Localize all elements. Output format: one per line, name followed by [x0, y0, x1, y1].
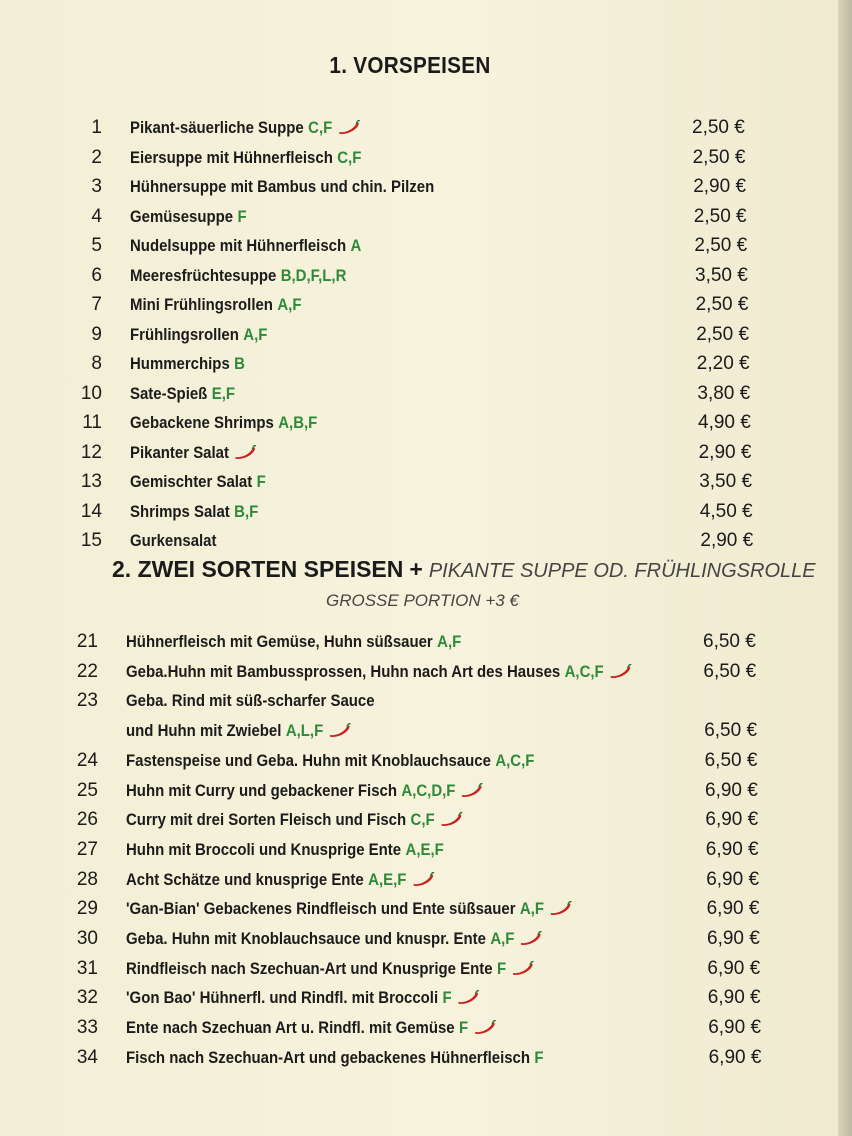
item-price: 6,50 €	[704, 749, 758, 771]
item-price: 6,90 €	[705, 838, 759, 860]
menu-item	[0, 1014, 820, 1042]
item-name	[130, 236, 361, 256]
item-name	[126, 751, 534, 771]
menu-item	[0, 836, 820, 864]
chili-pepper-icon	[473, 1019, 496, 1033]
item-name-text: Gemischter Salat	[130, 472, 253, 491]
item-price: 6,90 €	[706, 868, 760, 890]
item-name	[130, 325, 267, 345]
item-number: 21	[76, 631, 98, 652]
allergen-codes: F	[459, 1018, 469, 1038]
menu-item	[0, 527, 820, 555]
item-price: 6,90 €	[707, 987, 761, 1009]
item-name	[126, 929, 543, 949]
menu-item	[0, 747, 820, 775]
item-price: 2,50 €	[692, 117, 745, 138]
item-number: 28	[76, 868, 98, 890]
item-name-text: Hummerchips	[130, 354, 230, 373]
menu-item	[0, 955, 820, 983]
item-name	[126, 840, 444, 860]
menu-item	[0, 1044, 820, 1072]
menu-item	[0, 380, 820, 408]
allergen-codes: A,E,F	[405, 839, 444, 859]
item-number: 29	[76, 898, 98, 920]
item-name-text: Fastenspeise und Geba. Huhn mit Knoblauchsauce	[126, 750, 491, 770]
menu-item	[0, 806, 820, 834]
allergen-codes: F	[442, 988, 452, 1008]
menu-item	[0, 409, 820, 437]
allergen-codes: E,F	[211, 383, 235, 403]
item-name-text: 'Gan-Bian' Gebackenes Rindfleisch und Ente süßsauer	[126, 899, 516, 919]
section2-title: 2. ZWEI SORTEN SPEISEN	[112, 556, 404, 582]
item-name	[126, 781, 484, 801]
menu-item	[0, 291, 820, 319]
item-price: 6,50 €	[703, 631, 756, 652]
item-name	[130, 295, 301, 315]
chili-pepper-icon	[461, 782, 484, 796]
allergen-codes: F	[496, 958, 507, 978]
item-number: 1	[91, 117, 102, 138]
item-number: 23	[76, 690, 98, 712]
menu-item	[0, 687, 820, 715]
item-name-text: 'Gon Bao' Hühnerfl. und Rindfl. mit Broccoli	[126, 988, 439, 1008]
section-title-vorspeisen: 1. VORSPEISEN	[329, 52, 491, 78]
menu-item	[0, 866, 820, 894]
menu-item	[0, 114, 820, 142]
item-name-text: Ente nach Szechuan Art u. Rindfl. mit Gemüse	[126, 1018, 455, 1038]
item-name	[126, 870, 435, 890]
item-name-text: Hühnerfleisch mit Gemüse, Huhn süßsauer	[126, 632, 433, 651]
allergen-codes: A,F	[243, 324, 268, 344]
chili-pepper-icon	[328, 722, 351, 736]
item-name	[126, 662, 632, 682]
item-name	[126, 810, 463, 830]
allergen-codes: F	[237, 206, 247, 226]
chili-pepper-icon	[234, 444, 257, 458]
item-price: 2,90 €	[693, 176, 747, 197]
item-name-text: Gebackene Shrimps	[130, 413, 274, 432]
allergen-codes: A,F	[277, 295, 302, 314]
item-number: 5	[91, 235, 102, 256]
item-name-text: Gemüsesuppe	[130, 206, 234, 226]
allergen-codes: C,F	[308, 118, 333, 137]
item-price: 6,90 €	[705, 809, 759, 831]
menu-item	[0, 628, 820, 656]
item-price: 2,90 €	[698, 441, 752, 463]
item-price: 4,90 €	[698, 412, 751, 433]
item-number: 34	[76, 1046, 98, 1068]
menu-item	[0, 498, 820, 526]
chili-pepper-icon	[412, 871, 435, 885]
item-name-text: Huhn mit Curry und gebackener Fisch	[126, 780, 397, 800]
item-name	[130, 266, 346, 286]
item-name-text: Geba. Rind mit süß-scharfer Sauce	[126, 691, 375, 711]
item-name-text: Shrimps Salat	[130, 501, 230, 521]
item-name	[130, 207, 247, 227]
item-name	[130, 413, 317, 433]
item-number: 8	[91, 353, 102, 374]
item-name-text: Geba.Huhn mit Bambussprossen, Huhn nach Art des Hauses	[126, 661, 561, 681]
item-number: 32	[76, 987, 98, 1009]
item-name	[126, 1048, 544, 1068]
chili-pepper-icon	[338, 119, 361, 133]
item-name	[130, 148, 361, 168]
chili-pepper-icon	[440, 811, 463, 825]
item-number: 11	[82, 412, 102, 433]
section2-note: GROSSE PORTION +3 €	[326, 591, 519, 610]
menu-item	[0, 144, 820, 172]
chili-pepper-icon	[609, 663, 632, 677]
item-number: 25	[76, 779, 98, 801]
menu-item	[0, 925, 820, 953]
item-name	[130, 502, 258, 522]
allergen-codes: A,F	[519, 899, 545, 919]
menu-item	[0, 895, 820, 923]
allergen-codes: B,D,F,L,R	[280, 265, 347, 285]
item-price: 2,20 €	[696, 353, 750, 374]
item-name-text: Huhn mit Broccoli und Knusprige Ente	[126, 839, 402, 859]
item-name	[130, 177, 434, 197]
item-price: 6,50 €	[703, 660, 757, 682]
item-number: 22	[76, 660, 98, 682]
item-price: 2,50 €	[693, 205, 747, 227]
menu-item	[0, 439, 820, 467]
item-name-text: Gurkensalat	[130, 531, 217, 550]
item-name	[130, 472, 266, 492]
item-name	[130, 384, 235, 404]
item-name-text: Mini Frühlingsrollen	[130, 295, 273, 314]
item-price: 2,50 €	[695, 294, 749, 315]
chili-pepper-icon	[457, 989, 480, 1003]
item-price: 6,50 €	[704, 720, 758, 742]
item-name-text: Eiersuppe mit Hühnerfleisch	[130, 147, 333, 167]
item-price: 6,90 €	[707, 928, 760, 949]
item-price: 3,50 €	[699, 471, 753, 492]
item-name	[126, 721, 351, 741]
menu-item	[0, 984, 820, 1012]
item-name-text: Hühnersuppe mit Bambus und chin. Pilzen	[130, 177, 435, 196]
item-number: 31	[76, 957, 98, 979]
item-number: 9	[91, 323, 102, 345]
item-number: 4	[91, 205, 102, 227]
item-price: 6,90 €	[707, 957, 761, 979]
menu-item	[0, 203, 820, 231]
menu-item	[0, 658, 820, 686]
item-name-text: Meeresfrüchtesuppe	[130, 265, 277, 285]
item-name-text: Pikanter Salat	[130, 442, 229, 462]
section2-subtitle: PIKANTE SUPPE OD. FRÜHLINGSROLLE	[428, 560, 816, 582]
section-title-zwei-sorten	[112, 556, 816, 583]
menu-item	[0, 321, 820, 349]
item-name-text: Nudelsuppe mit Hühnerfleisch	[130, 236, 347, 255]
chili-pepper-icon	[549, 900, 572, 914]
item-name	[130, 531, 216, 551]
item-name	[130, 354, 245, 374]
menu-item	[0, 468, 820, 496]
allergen-codes: A	[350, 236, 362, 255]
item-name	[130, 118, 360, 138]
item-price: 2,50 €	[694, 235, 748, 256]
allergen-codes: C,F	[337, 147, 362, 167]
item-name	[126, 899, 572, 919]
item-name-text: Sate-Spieß	[130, 383, 208, 403]
allergen-codes: F	[256, 472, 266, 491]
item-name-text: Pikant-säuerliche Suppe	[130, 118, 304, 137]
item-price: 2,50 €	[696, 323, 750, 345]
item-price: 4,50 €	[699, 500, 753, 522]
menu-item	[0, 232, 820, 260]
allergen-codes: B	[234, 354, 245, 373]
allergen-codes: F	[534, 1047, 544, 1067]
item-price: 3,80 €	[697, 382, 751, 404]
item-number: 15	[80, 530, 102, 551]
item-name-text: Frühlingsrollen	[130, 324, 239, 344]
item-number: 14	[80, 500, 102, 522]
item-price: 3,50 €	[695, 264, 748, 286]
allergen-codes: A,F	[490, 929, 515, 948]
item-number: 24	[76, 749, 98, 771]
item-price: 6,90 €	[705, 779, 758, 801]
item-price: 6,90 €	[706, 898, 760, 920]
item-name-text: Rindfleisch nach Szechuan-Art und Knusprige Ente	[126, 958, 493, 978]
item-name-text: Curry mit drei Sorten Fleisch und Fisch	[126, 810, 407, 830]
menu-item	[0, 262, 820, 290]
item-number: 2	[91, 146, 102, 168]
item-name	[126, 988, 480, 1008]
menu-item	[0, 173, 820, 201]
allergen-codes: C,F	[410, 810, 435, 830]
item-number: 3	[91, 176, 102, 197]
item-name-text: und Huhn mit Zwiebel	[126, 721, 282, 741]
allergen-codes: A,F	[437, 632, 462, 651]
page-edge	[838, 0, 852, 1136]
allergen-codes: A,C,F	[495, 750, 535, 770]
allergen-codes: B,F	[234, 501, 259, 521]
chili-pepper-icon	[520, 930, 543, 944]
item-price: 6,90 €	[708, 1046, 762, 1068]
item-price: 2,90 €	[700, 530, 754, 551]
allergen-codes: A,B,F	[278, 413, 318, 432]
allergen-codes: A,L,F	[285, 721, 324, 741]
item-number: 13	[80, 471, 102, 492]
item-name	[126, 959, 534, 979]
chili-pepper-icon	[511, 960, 534, 974]
item-name	[126, 691, 375, 711]
menu-item	[0, 717, 820, 745]
item-number: 6	[91, 264, 102, 286]
item-number: 30	[76, 928, 98, 949]
item-number: 12	[80, 441, 102, 463]
menu-item	[0, 777, 820, 805]
allergen-codes: A,C,F	[564, 661, 604, 681]
item-name	[126, 1018, 496, 1038]
item-name	[130, 443, 257, 463]
item-number: 7	[91, 294, 102, 315]
item-number: 26	[76, 809, 98, 831]
allergen-codes: A,C,D,F	[401, 780, 456, 800]
item-name-text: Geba. Huhn mit Knoblauchsauce und knuspr. Ente	[126, 929, 486, 948]
item-price: 6,90 €	[708, 1017, 762, 1039]
section2-plus: +	[409, 556, 423, 582]
item-name-text: Fisch nach Szechuan-Art und gebackenes Hühnerfleisch	[126, 1047, 531, 1067]
item-name-text: Acht Schätze und knusprige Ente	[126, 869, 364, 889]
item-price: 2,50 €	[692, 146, 746, 168]
item-name	[126, 632, 461, 652]
item-number: 33	[76, 1017, 98, 1039]
item-number: 27	[76, 838, 98, 860]
allergen-codes: A,E,F	[368, 869, 407, 889]
item-number: 10	[80, 382, 102, 404]
menu-item	[0, 350, 820, 378]
